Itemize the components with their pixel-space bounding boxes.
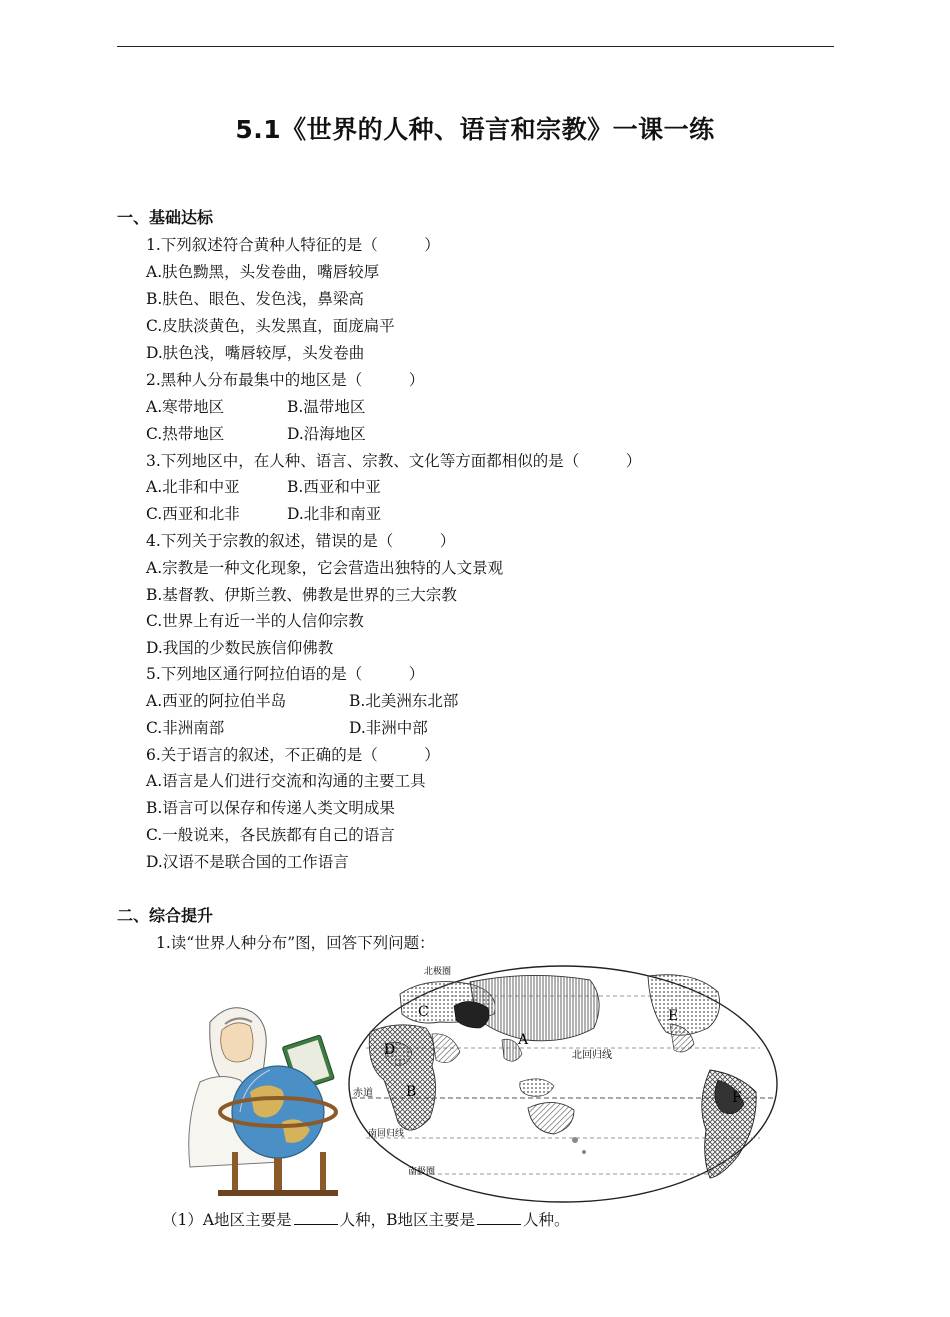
question-2-stem: 2.黑种人分布最集中的地区是（ ） — [146, 371, 425, 389]
question-3-option-c: C.西亚和北非 — [146, 505, 240, 523]
section-heading-basic: 一、基础达标 — [117, 208, 214, 227]
question-5-option-c: C.非洲南部 — [146, 719, 225, 737]
question-6-option-d: D.汉语不是联合国的工作语言 — [146, 853, 349, 871]
question-2-option-c: C.热带地区 — [146, 425, 225, 443]
section-heading-comprehensive: 二、综合提升 — [117, 906, 214, 925]
answer-blank-b[interactable] — [477, 1210, 521, 1225]
question-5-option-a: A.西亚的阿拉伯半岛 — [146, 692, 287, 710]
map-label-tropic-capricorn: 南回归线 — [368, 1129, 405, 1139]
question-5-option-d: D.非洲中部 — [349, 719, 428, 737]
question-1-stem: 1.下列叙述符合黄种人特征的是（ ） — [146, 236, 440, 254]
question-1-option-d: D.肤色浅，嘴唇较厚，头发卷曲 — [146, 344, 365, 362]
map-letter-f: F — [732, 1090, 742, 1106]
question-1-option-c: C.皮肤淡黄色，头发黑直，面庞扁平 — [146, 317, 395, 335]
page-title: 5.1《世界的人种、语言和宗教》一课一练 — [235, 115, 715, 144]
question-4-option-d: D.我国的少数民族信仰佛教 — [146, 639, 334, 657]
question-3-option-d: D.北非和南亚 — [287, 505, 382, 523]
person-with-globe-illustration — [189, 1008, 338, 1196]
map-label-south-polar: 南极圈 — [408, 1167, 436, 1177]
question-1-option-a: A.肤色黝黑，头发卷曲，嘴唇较厚 — [146, 263, 380, 281]
question-4-option-a: A.宗教是一种文化现象，它会营造出独特的人文景观 — [146, 559, 504, 577]
question-6-option-b: B.语言可以保存和传递人类文明成果 — [146, 799, 395, 817]
question-3-stem: 3.下列地区中，在人种、语言、宗教、文化等方面都相似的是（ ） — [146, 452, 642, 470]
question-5-option-b: B.北美洲东北部 — [349, 692, 459, 710]
question-5-stem: 5.下列地区通行阿拉伯语的是（ ） — [146, 665, 425, 683]
world-race-distribution-figure — [170, 962, 780, 1207]
map-letter-e: E — [668, 1008, 679, 1024]
sub-question-1-mid: 人种，B地区主要是 — [339, 1211, 475, 1229]
question-2-option-d: D.沿海地区 — [287, 425, 366, 443]
map-letter-b: B — [406, 1084, 417, 1100]
question-4-option-c: C.世界上有近一半的人信仰宗教 — [146, 612, 364, 630]
question-6-stem: 6.关于语言的叙述，不正确的是（ ） — [146, 746, 440, 764]
sub-question-1 — [162, 1208, 569, 1230]
comprehensive-question-1-stem: 1.读“世界人种分布”图，回答下列问题： — [156, 934, 435, 952]
question-4-stem: 4.下列关于宗教的叙述，错误的是（ ） — [146, 532, 456, 550]
sub-question-1-prefix: （1）A地区主要是 — [162, 1211, 292, 1229]
question-1-option-b: B.肤色、眼色、发色浅，鼻梁高 — [146, 290, 364, 308]
question-4-option-b: B.基督教、伊斯兰教、佛教是世界的三大宗教 — [146, 586, 457, 604]
question-2-option-a: A.寒带地区 — [146, 398, 225, 416]
map-letter-a: A — [518, 1032, 529, 1048]
question-6-option-a: A.语言是人们进行交流和沟通的主要工具 — [146, 772, 426, 790]
header-rule — [117, 46, 834, 47]
map-label-north-polar: 北极圈 — [424, 967, 452, 977]
map-letter-c: C — [418, 1004, 429, 1020]
question-3-option-a: A.北非和中亚 — [146, 478, 240, 496]
map-letter-d: D — [384, 1042, 396, 1058]
map-label-tropic-cancer: 北回归线 — [572, 1050, 612, 1061]
answer-blank-a[interactable] — [294, 1210, 338, 1225]
map-label-equator: 赤道 — [353, 1088, 373, 1099]
question-2-option-b: B.温带地区 — [287, 398, 366, 416]
question-6-option-c: C.一般说来，各民族都有自己的语言 — [146, 826, 395, 844]
question-3-option-b: B.西亚和中亚 — [287, 478, 381, 496]
sub-question-1-suffix: 人种。 — [522, 1211, 570, 1229]
